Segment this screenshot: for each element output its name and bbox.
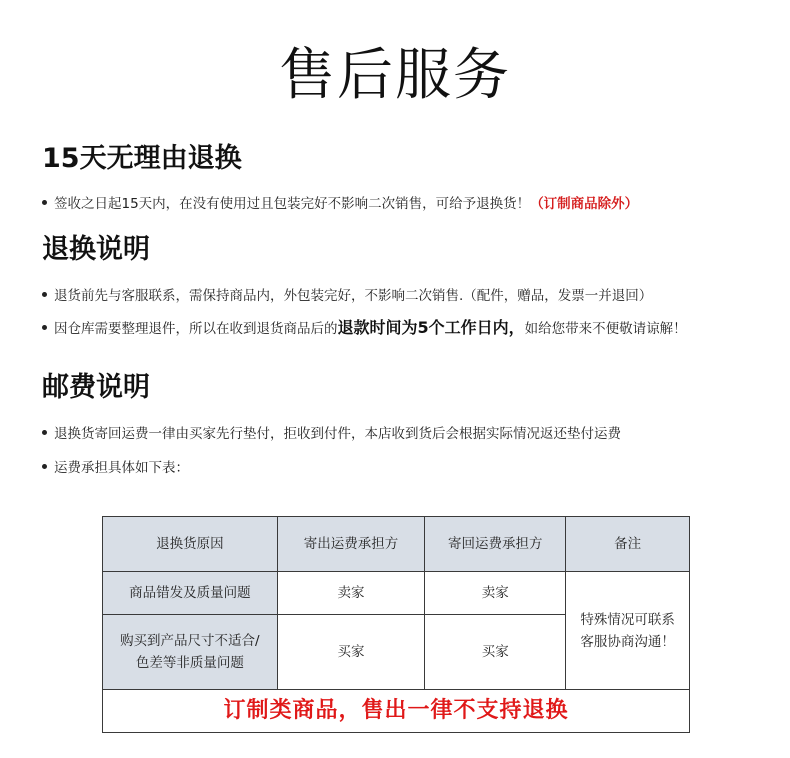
table-footer-row (103, 690, 690, 733)
reason-cell (103, 615, 278, 690)
reason-line: 购买到产品尺寸不适合/ (120, 633, 260, 649)
bullet-dot-icon (42, 200, 47, 205)
reason-line: 色差等非质量问题 (135, 655, 244, 671)
bullet-text: 退换货寄回运费一律由买家先行垫付，拒收到付件，本店收到货后会根据实际情况返还垫付运费 (54, 426, 621, 442)
send-fee-cell: 买家 (277, 615, 425, 690)
bullet-text: 运费承担具体如下表： (54, 460, 189, 476)
shipping-fee-table (102, 516, 690, 733)
bullet-text: 签收之日起15天内，在没有使用过且包装完好不影响二次销售，可给予退换货！ (54, 196, 531, 212)
section-heading-return-policy: 15天无理由退换 (42, 143, 242, 174)
bullet-dot-icon (42, 430, 47, 435)
section-heading-shipping-notes: 邮费说明 (42, 372, 150, 403)
table-header-cell: 寄回运费承担方 (425, 517, 566, 572)
bullet-return-policy (42, 194, 638, 214)
bullet-dot-icon (42, 464, 47, 469)
reason-cell: 商品错发及质量问题 (103, 572, 278, 615)
table-row (103, 572, 690, 615)
bullet-refund-time (42, 318, 687, 339)
remark-line: 特殊情况可联系 (580, 611, 675, 628)
bullet-text: 因仓库需要整理退件，所以在收到退货商品后的 (54, 321, 338, 337)
table-header-cell: 寄出运费承担方 (277, 517, 425, 572)
remark-cell (566, 572, 690, 690)
bullet-dot-icon (42, 325, 47, 330)
bullet-dot-icon (42, 292, 47, 297)
custom-item-exclusion-note: （订制商品除外） (530, 196, 639, 212)
page-title: 售后服务 (279, 43, 511, 108)
remark-line: 客服协商沟通！ (580, 633, 675, 650)
section-heading-exchange-notes: 退换说明 (42, 234, 150, 265)
bullet-text: 退货前先与客服联系，需保持商品内，外包装完好，不影响二次销售.（配件，赠品，发票一并退回） (54, 288, 653, 304)
return-fee-cell: 买家 (425, 615, 566, 690)
table-header-cell: 备注 (566, 517, 690, 572)
return-fee-cell: 卖家 (425, 572, 566, 615)
bullet-shipping-advance (42, 424, 621, 444)
bullet-contact-service (42, 286, 652, 306)
send-fee-cell: 卖家 (277, 572, 425, 615)
refund-time-emphasis: 退款时间为5个工作日内， (337, 318, 525, 337)
table-header-row (103, 517, 690, 572)
custom-items-no-return-notice: 订制类商品，售出一律不支持退换 (103, 690, 690, 733)
table-header-cell: 退换货原因 (103, 517, 278, 572)
bullet-text: 如给您带来不便敬请谅解！ (524, 321, 687, 337)
bullet-shipping-table-intro (42, 458, 189, 478)
